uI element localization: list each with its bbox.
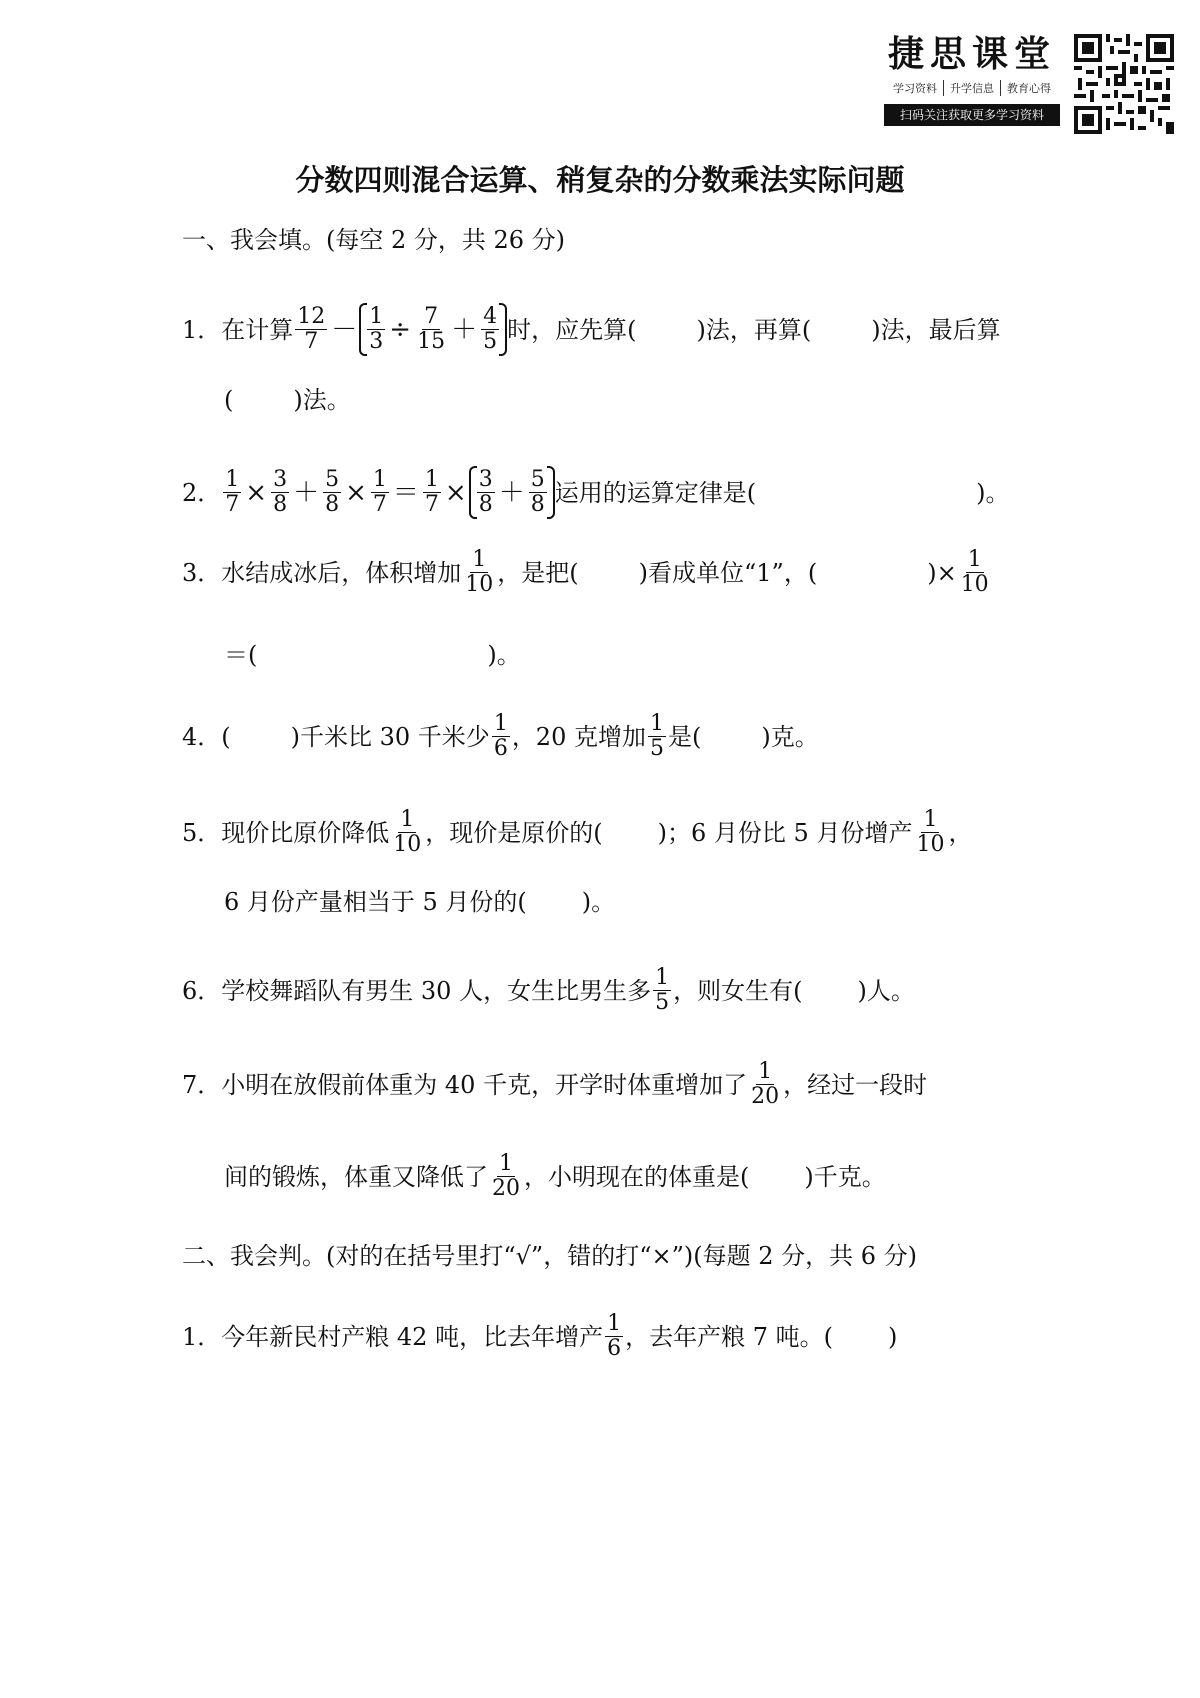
question-text: 1．在计算 — [182, 315, 294, 344]
brand-tag: 学习资料 — [887, 80, 944, 96]
fraction: $\frac{1}{6}$ — [607, 1311, 622, 1361]
operator: × — [444, 477, 467, 508]
fraction: $\frac{3}{8}$ — [273, 467, 288, 517]
operator: － — [331, 314, 358, 345]
question-text: 2． — [182, 478, 222, 507]
brand-tag: 升学信息 — [944, 80, 1001, 96]
question-text: )人。 — [857, 976, 915, 1005]
operator: ＋ — [293, 477, 320, 508]
operator: ＋ — [451, 314, 478, 345]
question-text: ，经过一段时 — [783, 1070, 928, 1099]
question-text: 4．( — [182, 722, 231, 751]
question-text: )法，再算( — [696, 315, 812, 344]
question-text: ， — [948, 818, 973, 847]
question-text: )千克。 — [804, 1162, 886, 1191]
question-text: 运用的运算定律是( — [554, 478, 757, 507]
question-4 — [182, 712, 819, 761]
fraction: $\frac{5}{8}$ — [325, 467, 340, 517]
operator: ÷ — [389, 314, 412, 345]
question-text: )克。 — [761, 722, 819, 751]
operator: × — [345, 477, 367, 508]
question-text: ＝( — [224, 641, 258, 669]
fraction: $\frac{1}{5}$ — [655, 965, 670, 1015]
question-text: ，去年产粮 7 吨。( — [625, 1322, 833, 1351]
judge-question-1 — [182, 1312, 897, 1361]
fraction: $\frac{1}{5}$ — [649, 711, 664, 761]
fraction: $\frac{1}{10}$ — [960, 547, 989, 597]
operator: ＋ — [498, 477, 525, 508]
question-text: )；6 月份比 5 月份增产 — [657, 818, 913, 847]
brand-block — [884, 32, 1060, 126]
question-text: )。 — [581, 888, 616, 916]
fraction: $\frac{1}{6}$ — [493, 711, 508, 761]
question-text: 间的锻炼，体重又降低了 — [224, 1162, 488, 1191]
question-text: )看成单位“1”，( — [638, 558, 818, 587]
fraction: $\frac{3}{8}$ — [478, 467, 493, 517]
question-text: 3．水结成冰后，体积增加 — [182, 558, 462, 587]
question-7 — [182, 1060, 927, 1109]
fraction: $\frac{1}{7}$ — [225, 467, 240, 517]
fraction: $\frac{1}{10}$ — [465, 547, 494, 597]
question-text: )法。 — [293, 386, 351, 414]
question-text: 7．小明在放假前体重为 40 千克，开学时体重增加了 — [182, 1070, 748, 1099]
fraction: $\frac{12}{7}$ — [297, 304, 326, 354]
question-text: ( — [224, 386, 234, 414]
fraction: $\frac{4}{5}$ — [483, 304, 498, 354]
brand-logo-text: 捷思课堂 — [887, 33, 1056, 75]
fraction: $\frac{1}{3}$ — [369, 304, 384, 354]
question-1 — [182, 305, 1001, 354]
qr-code-icon — [1074, 34, 1174, 134]
question-text: ，现价是原价的( — [425, 818, 603, 847]
question-text: )。 — [487, 641, 521, 669]
question-text: ) — [887, 1322, 898, 1351]
operator: ＝ — [392, 477, 419, 508]
question-text: )法，最后算 — [871, 315, 1001, 344]
brand-tags — [884, 80, 1060, 96]
section-heading: 一、我会填。(每空 2 分，共 26 分) — [182, 226, 566, 254]
fraction: $\frac{1}{7}$ — [424, 467, 439, 517]
question-5 — [182, 808, 972, 857]
fraction: $\frac{7}{15}$ — [417, 304, 446, 354]
question-text: ，小明现在的体重是( — [524, 1162, 750, 1191]
bracket-group — [469, 468, 555, 517]
question-text: )千米比 30 千米少 — [290, 722, 490, 751]
question-3 — [182, 548, 993, 597]
question-text: )。 — [976, 478, 1010, 507]
page-title: 分数四则混合运算、稍复杂的分数乘法实际问题 — [295, 163, 905, 197]
question-6 — [182, 966, 915, 1015]
fraction: $\frac{1}{20}$ — [492, 1151, 520, 1201]
bracket-group — [359, 305, 507, 354]
question-text: ，则女生有( — [673, 976, 803, 1005]
question-text: ，20 克增加 — [511, 722, 646, 751]
question-text: )× — [927, 558, 957, 587]
question-text: 是( — [667, 722, 702, 751]
fraction: $\frac{1}{10}$ — [393, 807, 422, 857]
fraction: $\frac{1}{10}$ — [916, 807, 945, 857]
question-5-line-2 — [224, 882, 615, 922]
question-text: 6 月份产量相当于 5 月份的( — [224, 888, 527, 916]
fraction: $\frac{1}{7}$ — [372, 467, 387, 517]
question-text: 1．今年新民村产粮 42 吨，比去年增产 — [182, 1322, 604, 1351]
question-text: ，是把( — [497, 558, 579, 587]
question-text: 时，应先算( — [507, 315, 637, 344]
question-text: 5．现价比原价降低 — [182, 818, 390, 847]
operator: × — [245, 477, 268, 508]
section-heading: 二、我会判。(对的在括号里打“√”，错的打“×”)(每题 2 分，共 6 分) — [182, 1242, 917, 1270]
brand-tag: 教育心得 — [1007, 82, 1051, 95]
question-1-line-2 — [224, 380, 351, 420]
question-3-line-2 — [224, 635, 521, 675]
brand-banner: 扫码关注获取更多学习资料 — [884, 104, 1060, 126]
fraction: $\frac{5}{8}$ — [530, 467, 545, 517]
question-text: 6．学校舞蹈队有男生 30 人，女生比男生多 — [182, 976, 652, 1005]
question-2 — [182, 468, 1009, 517]
question-7-line-2 — [224, 1152, 886, 1201]
fraction: $\frac{1}{20}$ — [751, 1059, 780, 1109]
